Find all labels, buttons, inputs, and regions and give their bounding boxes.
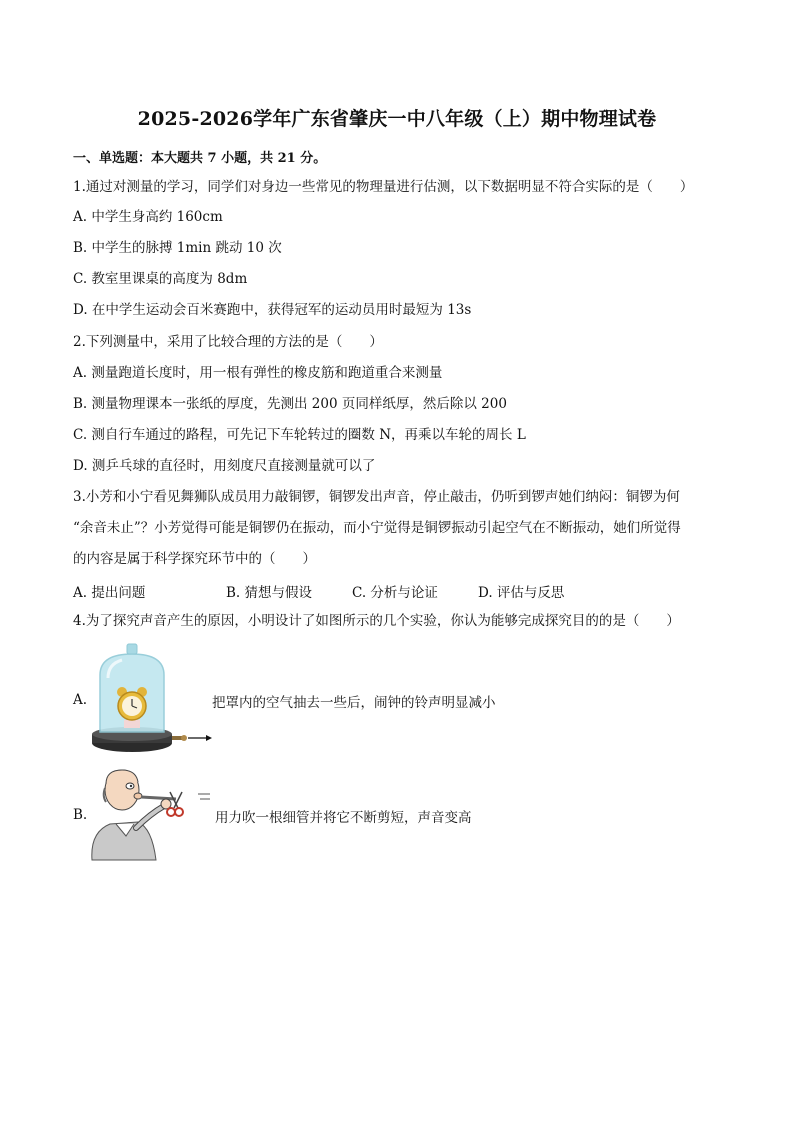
section-heading: 一、单选题：本大题共 7 小题，共 21 分。 <box>73 151 327 166</box>
q1-option-c: C. 教室里课桌的高度为 8dm <box>73 271 248 287</box>
bell-jar-alarm-clock-image <box>86 640 216 755</box>
q3-stem-line-1: 3.小芳和小宁看见舞狮队成员用力敲铜锣，铜锣发出声音，停止敲击，仍听到锣声她们纳闷：铜锣为何 <box>73 489 680 505</box>
q3-option-a: A. 提出问题 <box>73 585 146 601</box>
q1-stem: 1.通过对测量的学习，同学们对身边一些常见的物理量进行估测，以下数据明显不符合实际的是（ ） <box>73 179 694 195</box>
exam-title: 2025-2026学年广东省肇庆一中八年级（上）期中物理试卷 <box>137 108 657 130</box>
q3-option-c: C. 分析与论证 <box>352 585 438 601</box>
q3-options <box>73 581 773 599</box>
q3-option-b: B. 猜想与假设 <box>226 585 313 601</box>
q2-option-b: B. 测量物理课本一张纸的厚度，先测出 200 页同样纸厚，然后除以 200 <box>73 396 507 412</box>
q4-stem: 4.为了探究声音产生的原因，小明设计了如图所示的几个实验，你认为能够完成探究目的的是（ ） <box>73 613 680 629</box>
q3-option-d: D. 评估与反思 <box>478 585 565 601</box>
q1-option-b: B. 中学生的脉搏 1min 跳动 10 次 <box>73 240 282 256</box>
q2-option-d: D. 测乒乓球的直径时，用刻度尺直接测量就可以了 <box>73 458 376 474</box>
q4-option-b-text: 用力吹一根细管并将它不断剪短，声音变高 <box>215 810 472 826</box>
q4-option-b-label: B. <box>73 807 88 823</box>
q3-stem-line-2: “余音未止”？小芳觉得可能是铜锣仍在振动，而小宁觉得是铜锣振动引起空气在不断振动，她们所觉得 <box>73 520 681 536</box>
q4-option-a-label: A. <box>73 692 88 708</box>
q2-option-a: A. 测量跑道长度时，用一根有弹性的橡皮筋和跑道重合来测量 <box>73 365 443 381</box>
q2-option-c: C. 测自行车通过的路程，可先记下车轮转过的圈数 N，再乘以车轮的周长 L <box>73 427 526 443</box>
q3-stem-line-3: 的内容是属于科学探究环节中的（ ） <box>73 551 316 567</box>
q4-option-a-text: 把罩内的空气抽去一些后，闹钟的铃声明显减小 <box>212 695 496 711</box>
q2-stem: 2.下列测量中，采用了比较合理的方法的是（ ） <box>73 334 383 350</box>
q1-option-d: D. 在中学生运动会百米赛跑中，获得冠军的运动员用时最短为 13s <box>73 302 472 318</box>
man-blowing-tube-image <box>86 762 214 862</box>
q1-option-a: A. 中学生身高约 160cm <box>73 209 223 225</box>
